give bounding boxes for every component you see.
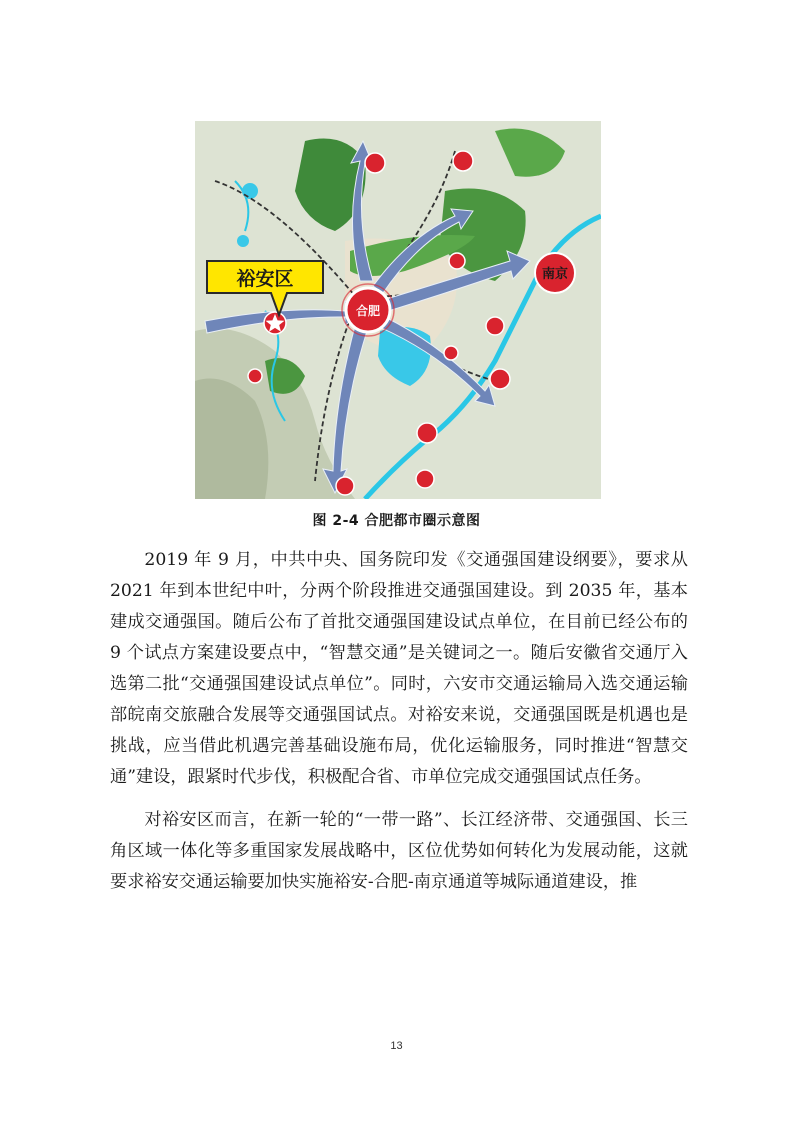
city-circle: [365, 153, 385, 173]
nanjing-label: 南京: [541, 267, 569, 282]
page-number: 13: [390, 1040, 403, 1052]
city-circle: [486, 317, 504, 335]
city-circle: [444, 346, 458, 360]
city-circle: [336, 477, 354, 495]
city-circle: [417, 423, 437, 443]
callout-label: 裕安区: [236, 268, 294, 290]
reservoir-1: [242, 183, 258, 199]
city-circle: [449, 253, 465, 269]
map-graphic: [195, 121, 601, 499]
hefei-label: 合肥: [355, 304, 381, 318]
reservoir-2: [237, 235, 249, 247]
city-circle: [453, 151, 473, 171]
metro-area-map: [195, 121, 601, 499]
yuan-location-marker: [264, 312, 286, 334]
paragraph: 2019 年 9 月，中共中央、国务院印发《交通强国建设纲要》，要求从 2021 年到本世纪中叶，分两个阶段推进交通强国建设。到 2035 年，基本建成交通强国。随后公布了首批交通强国建设试点单位，在目前已经公布的 9 个试点方案建设要点中，“智慧交通”是关键词之一。随后安徽省交通厅入选第二批“交通强国建设试点单位”。同时，六安市交通运输局入选交通运输部皖南交旅融合发展等交通强国试点。对裕安来说，交通强国既是机遇也是挑战，应当借此机遇完善基础设施布局，优化运输服务，同时推进“智慧交通”建设，跟紧时代步伐，积极配合省、市单位完成交通强国试点任务。: [110, 550, 688, 787]
city-circle: [248, 369, 262, 383]
body-text: [110, 545, 688, 898]
figure-caption: 图 2-4 合肥都市圈示意图: [312, 513, 481, 529]
city-circle: [416, 470, 434, 488]
city-circle: [490, 369, 510, 389]
paragraph: 对裕安区而言，在新一轮的“一带一路”、长江经济带、交通强国、长三角区域一体化等多重国家发展战略中，区位优势如何转化为发展动能，这就要求裕安交通运输要加快实施裕安-合肥-南京通道等城际通道建设，推: [110, 810, 688, 892]
